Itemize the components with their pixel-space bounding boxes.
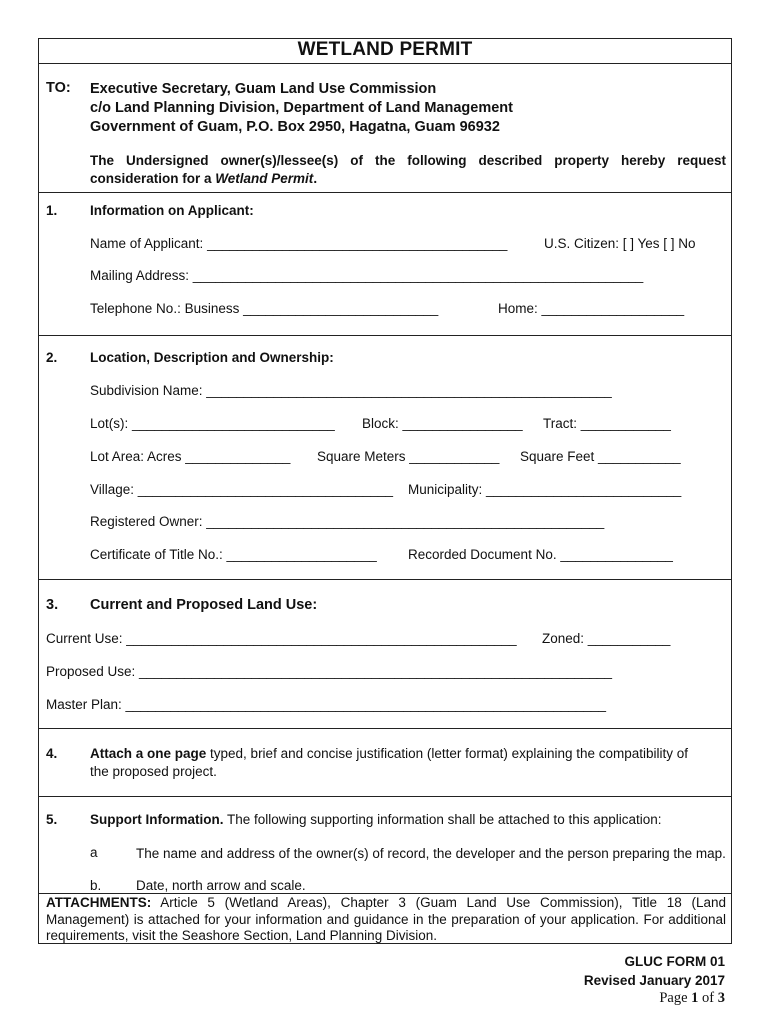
- revision-date: Revised January 2017: [583, 973, 725, 988]
- divider-6: [38, 893, 732, 894]
- applicant-name-field[interactable]: Name of Applicant: ________________________________________: [90, 236, 508, 251]
- divider-4: [38, 728, 732, 729]
- section-4-line-1: [90, 746, 688, 761]
- registered-owner-field[interactable]: Registered Owner: _____________________________________________________: [90, 514, 605, 529]
- list-item-marker-b: b.: [90, 878, 102, 893]
- attachments-note: [46, 895, 726, 945]
- addressee-block: [90, 80, 710, 137]
- list-item-b: Date, north arrow and scale.: [136, 878, 306, 893]
- to-label: TO:: [46, 80, 71, 96]
- square-feet-field[interactable]: Square Feet ___________: [520, 449, 681, 464]
- request-end: .: [313, 171, 318, 186]
- section-3-heading: Current and Proposed Land Use:: [90, 597, 318, 613]
- page-word: Page: [659, 990, 692, 1006]
- master-plan-field[interactable]: Master Plan: ________________________________________________________________: [46, 697, 607, 712]
- form-id: GLUC FORM 01: [624, 954, 725, 969]
- current-use-field[interactable]: Current Use: ____________________________________________________: [46, 631, 517, 646]
- request-statement: [90, 152, 726, 188]
- page-current: 1: [691, 990, 699, 1006]
- business-phone-field[interactable]: Telephone No.: Business __________________________: [90, 301, 439, 316]
- page-total: 3: [717, 990, 725, 1006]
- section-5-number: 5.: [46, 812, 58, 827]
- square-meters-field[interactable]: Square Meters ____________: [317, 449, 500, 464]
- zoned-field[interactable]: Zoned: ___________: [542, 631, 671, 646]
- certificate-of-title-field[interactable]: Certificate of Title No.: ____________________: [90, 547, 377, 562]
- municipality-field[interactable]: Municipality: __________________________: [408, 482, 682, 497]
- lot-area-acres-field[interactable]: Lot Area: Acres ______________: [90, 449, 291, 464]
- section-2-number: 2.: [46, 350, 58, 365]
- subdivision-field[interactable]: Subdivision Name: ______________________________________________________: [90, 383, 612, 398]
- block-field[interactable]: Block: ________________: [362, 416, 523, 431]
- divider-2: [38, 335, 732, 336]
- list-item-marker-a: a: [90, 845, 98, 860]
- form-title: WETLAND PERMIT: [297, 39, 473, 60]
- tract-field[interactable]: Tract: ____________: [543, 416, 671, 431]
- request-text: The Undersigned owner(s)/lessee(s) of the following described property hereby request consideration for a: [90, 153, 726, 186]
- home-phone-field[interactable]: Home: ___________________: [498, 301, 685, 316]
- page-number: [659, 990, 725, 1007]
- attachments-label: ATTACHMENTS:: [46, 895, 152, 910]
- mailing-address-field[interactable]: Mailing Address: ____________________________________________________________: [90, 268, 644, 283]
- addressee-line-1: Executive Secretary, Guam Land Use Commission: [90, 81, 437, 97]
- section-5-intro: [90, 812, 662, 827]
- attachments-text: Article 5 (Wetland Areas), Chapter 3 (Guam Land Use Commission), Title 18 (Land Management) is attached for your information and guidance in the preparation of your application. For additional requirements, visit the Seashore Section, Land Planning Division.: [46, 895, 726, 943]
- lots-field[interactable]: Lot(s): ___________________________: [90, 416, 335, 431]
- citizen-checkbox-group[interactable]: U.S. Citizen: [ ] Yes [ ] No: [544, 236, 696, 251]
- section-5-lead: Support Information.: [90, 812, 224, 827]
- list-item-a: The name and address of the owner(s) of record, the developer and the person preparing the map.: [136, 846, 726, 861]
- section-4-line-2: the proposed project.: [90, 764, 217, 779]
- addressee-line-3: Government of Guam, P.O. Box 2950, Hagatna, Guam 96932: [90, 119, 500, 135]
- divider-3: [38, 579, 732, 580]
- proposed-use-field[interactable]: Proposed Use: _______________________________________________________________: [46, 664, 613, 679]
- section-2-heading: Location, Description and Ownership:: [90, 350, 334, 365]
- title-divider: [38, 63, 732, 64]
- section-4-text: typed, brief and concise justification (letter format) explaining the compatibility of: [206, 746, 689, 761]
- section-3-number: 3.: [46, 597, 59, 613]
- section-4-number: 4.: [46, 746, 58, 761]
- divider-5: [38, 796, 732, 797]
- section-1-heading: Information on Applicant:: [90, 203, 254, 218]
- section-5-text: The following supporting information shall be attached to this application:: [223, 812, 662, 827]
- addressee-line-2: c/o Land Planning Division, Department of Land Management: [90, 100, 513, 116]
- divider-1: [38, 192, 732, 193]
- section-1-number: 1.: [46, 203, 58, 218]
- village-field[interactable]: Village: __________________________________: [90, 482, 394, 497]
- request-emphasis: Wetland Permit: [215, 171, 314, 186]
- of-word: of: [698, 990, 718, 1006]
- section-4-lead: Attach a one page: [90, 746, 207, 761]
- recorded-document-field[interactable]: Recorded Document No. _______________: [408, 547, 673, 562]
